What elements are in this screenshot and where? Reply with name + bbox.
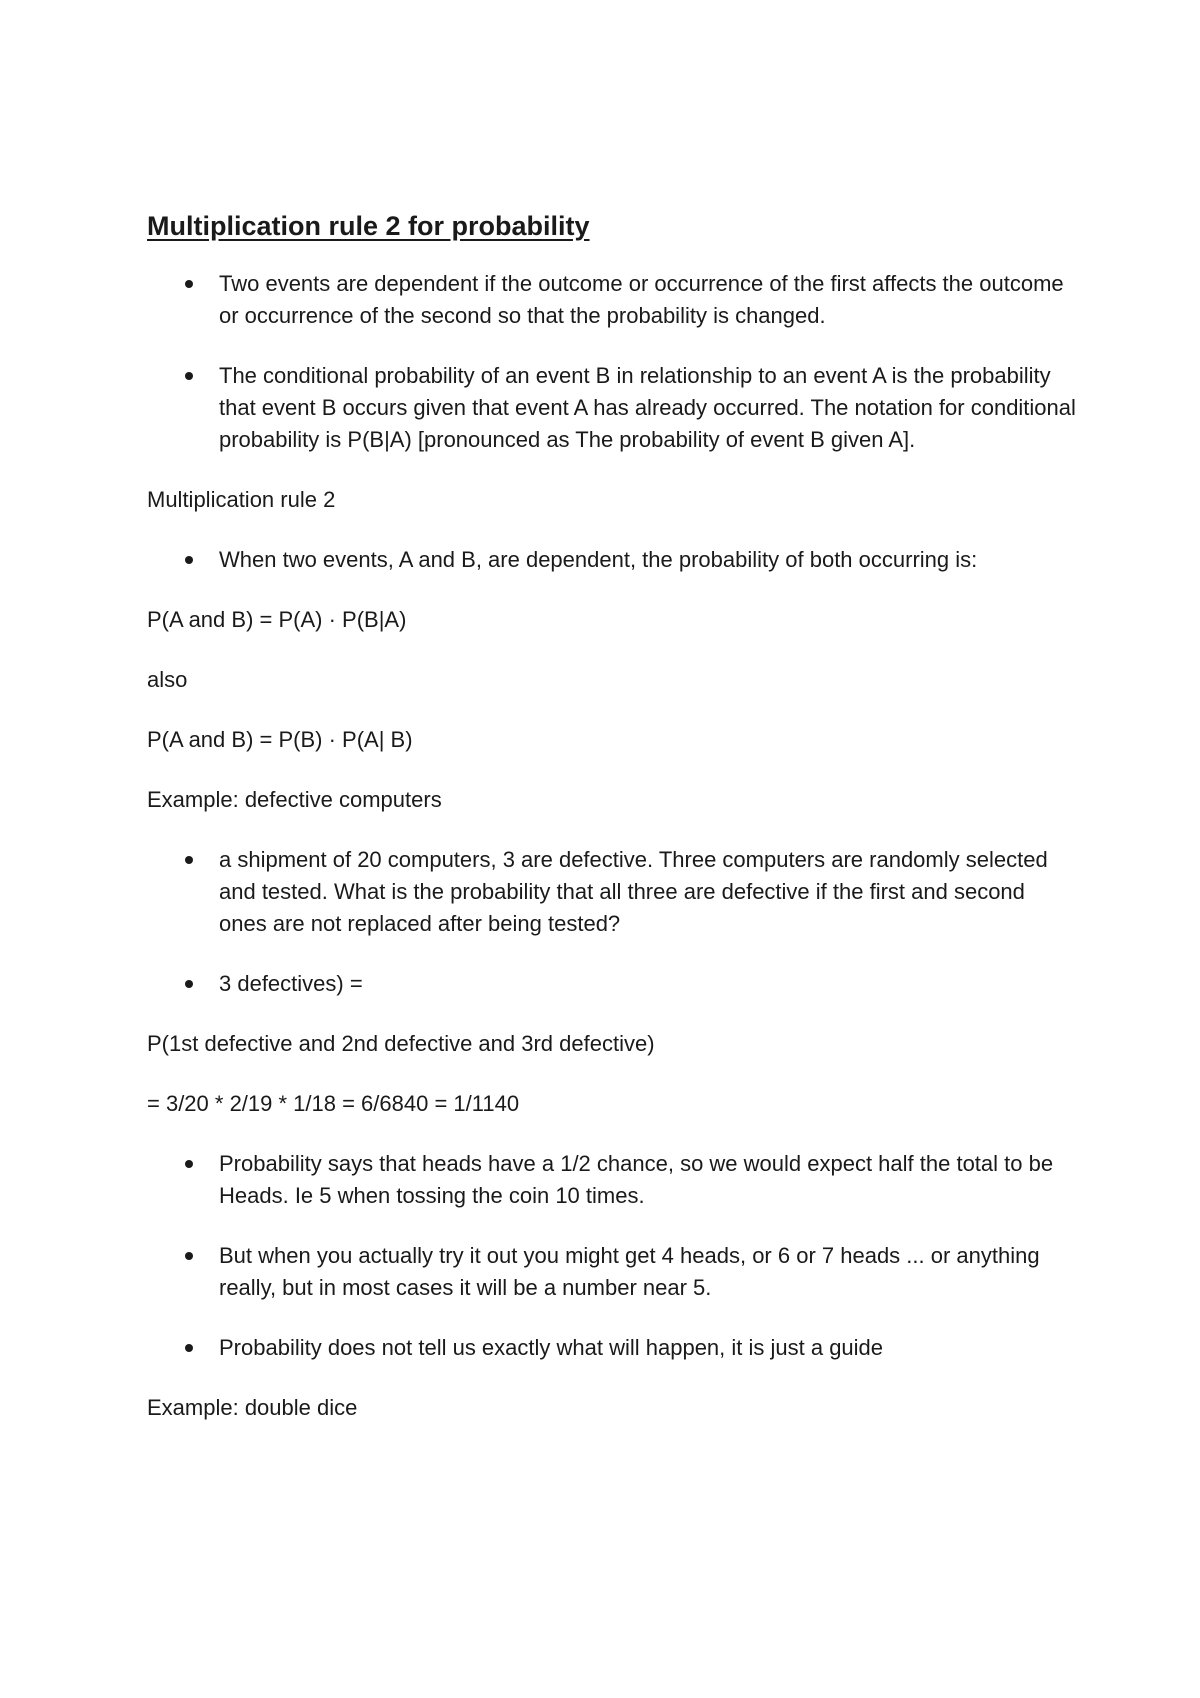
calculation-line-1: P(1st defective and 2nd defective and 3rd defective) [147,1031,655,1056]
list-item: Two events are dependent if the outcome or occurrence of the first affects the outcome or occurrence of the second so that the probability is changed. [147,268,1077,332]
example-heading-computers: Example: defective computers [147,787,442,812]
list-item: Probability says that heads have a 1/2 chance, so we would expect half the total to be Heads. Ie 5 when tossing the coin 10 times. [147,1148,1077,1212]
list-item: Probability does not tell us exactly what will happen, it is just a guide [147,1332,1077,1364]
list-item: 3 defectives) = [147,968,1077,1000]
list-item: But when you actually try it out you might get 4 heads, or 6 or 7 heads ... or anything really, but in most cases it will be a number near 5. [147,1240,1077,1304]
also-text: also [147,667,188,692]
section-heading-rule: Multiplication rule 2 [147,487,336,512]
list-item: When two events, A and B, are dependent, the probability of both occurring is: [147,544,1077,576]
rule-list [147,544,1077,576]
example-heading-dice: Example: double dice [147,1395,358,1420]
page-title: Multiplication rule 2 for probability [147,211,590,241]
list-item: The conditional probability of an event B in relationship to an event A is the probability that event B occurs given that event A has already occurred. The notation for conditional probability is P(B|A) [pronounced as The probability of event B given A]. [147,360,1077,456]
coin-toss-list [147,1148,1077,1364]
calculation-line-2: = 3/20 * 2/19 * 1/18 = 6/6840 = 1/1140 [147,1091,520,1116]
formula-1: P(A and B) = P(A) · P(B|A) [147,607,407,632]
formula-2: P(A and B) = P(B) · P(A| B) [147,727,413,752]
list-item: a shipment of 20 computers, 3 are defective. Three computers are randomly selected and tested. What is the probability that all three are defective if the first and second ones are not replaced after being tested? [147,844,1077,940]
definition-list [147,268,1077,456]
example-computers-list [147,844,1077,1000]
document-page [147,210,1077,1452]
